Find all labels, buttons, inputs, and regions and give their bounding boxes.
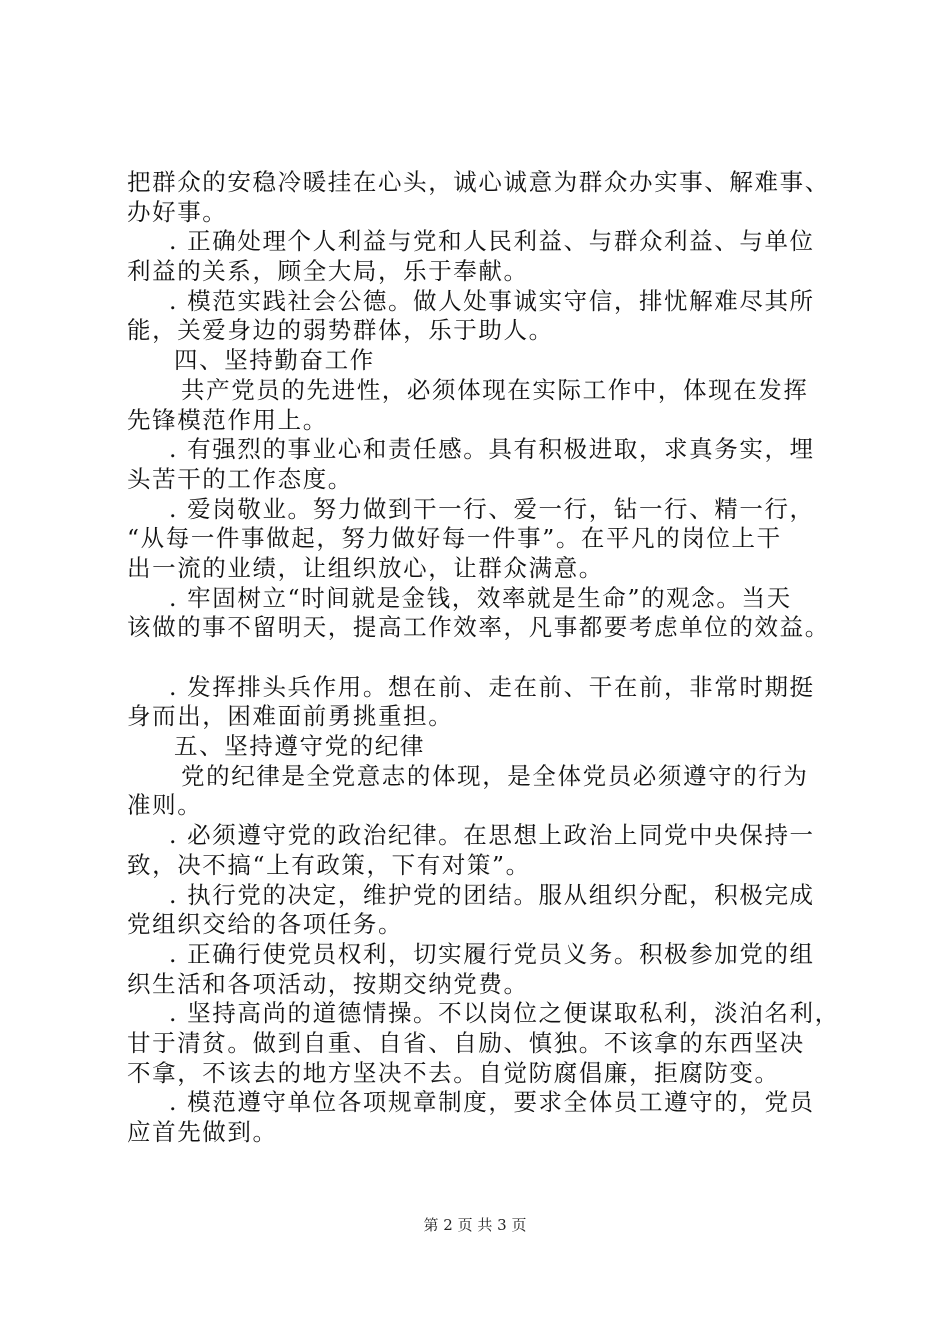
text-line: 先锋模范作用上。 xyxy=(127,405,328,434)
bullet-line: . 坚持高尚的道德情操。不以岗位之便谋取私利，淡泊名利， xyxy=(169,999,840,1028)
text-line: 该做的事不留明天，提高工作效率，凡事都要考虑单位的效益。 xyxy=(127,613,830,642)
blank-line xyxy=(127,643,847,673)
bullet-line: . 必须遵守党的政治纪律。在思想上政治上同党中央保持一 xyxy=(169,821,815,850)
bullet-line: . 模范实践社会公德。做人处事诚实守信，排忧解难尽其所 xyxy=(169,286,815,315)
bullet-line: . 执行党的决定，维护党的团结。服从组织分配，积极完成 xyxy=(169,880,815,909)
text-line: 把群众的安稳冷暖挂在心头，诚心诚意为群众办实事、解难事、 xyxy=(127,168,830,196)
lead-paragraph-line: 党的纪律是全党意志的体现，是全体党员必须遵守的行为 xyxy=(181,761,809,790)
text-line: “从每一件事做起，努力做好每一件事”。在平凡的岗位上干 xyxy=(127,524,782,553)
text-line: 身而出，困难面前勇挑重担。 xyxy=(127,702,454,731)
text-line: 准则。 xyxy=(127,791,203,820)
text-line: 头苦干的工作态度。 xyxy=(127,464,353,493)
bullet-line: . 正确处理个人利益与党和人民利益、与群众利益、与单位 xyxy=(169,227,815,256)
text-line: 织生活和各项活动，按期交纳党费。 xyxy=(127,969,529,998)
bullet-line: . 有强烈的事业心和责任感。具有积极进取，求真务实，埋 xyxy=(169,435,815,464)
text-line: 不拿，不该去的地方坚决不去。自觉防腐倡廉，拒腐防变。 xyxy=(127,1058,780,1087)
text-line: 甘于清贫。做到自重、自省、自励、慎独。不该拿的东西坚决 xyxy=(127,1028,805,1057)
bullet-line: . 模范遵守单位各项规章制度，要求全体员工遵守的，党员 xyxy=(169,1088,815,1117)
text-line: 党组织交给的各项任务。 xyxy=(127,910,404,939)
bullet-line: . 发挥排头兵作用。想在前、走在前、干在前，非常时期挺 xyxy=(169,672,815,701)
page-footer xyxy=(0,1215,950,1235)
text-line: 应首先做到。 xyxy=(127,1118,278,1146)
bullet-line: . 正确行使党员权利，切实履行党员义务。积极参加党的组 xyxy=(169,939,815,968)
section-heading: 四、坚持勤奋工作 xyxy=(174,346,375,375)
text-line: 能，关爱身边的弱势群体，乐于助人。 xyxy=(127,316,554,345)
text-line: 出一流的业绩，让组织放心，让群众满意。 xyxy=(127,553,604,582)
section-heading: 五、坚持遵守党的纪律 xyxy=(174,732,425,761)
bullet-line: . 爱岗敬业。努力做到干一行、爱一行，钻一行、精一行， xyxy=(169,494,815,523)
page-number-indicator: 第 2 页 共 3 页 xyxy=(423,1216,527,1234)
text-line: 利益的关系，顾全大局，乐于奉献。 xyxy=(127,257,529,286)
document-body xyxy=(127,168,847,1148)
text-line: 办好事。 xyxy=(127,197,228,226)
lead-paragraph-line: 共产党员的先进性，必须体现在实际工作中，体现在发挥 xyxy=(181,375,809,404)
bullet-line: . 牢固树立“时间就是金钱，效率就是生命”的观念。当天 xyxy=(169,583,792,612)
text-line: 致，决不搞“上有政策，下有对策”。 xyxy=(127,850,531,879)
